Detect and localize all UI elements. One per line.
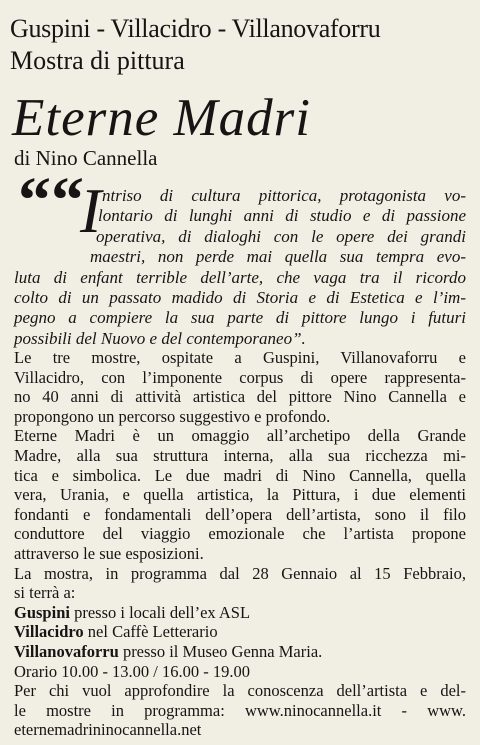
quote-line: operativa, di dialoghi con le opere dei grandi [96,226,466,246]
article-body [14,348,466,740]
opening-hours: Orario 10.00 - 13.00 / 16.00 - 19.00 [14,661,251,681]
quote-line: colto di un passato madido di Storia e di Estetica e l’im- [14,288,466,308]
venue-villanovaforru [14,642,466,662]
body-line: Per chi vuol approfondire la conoscenza dell’artista e del- [14,681,466,701]
body-line: conduttore del viaggio emozionale che l’artista propone [14,524,466,544]
quote-line: ntriso di cultura pittorica, protagonista vo- [102,186,466,205]
venue-villacidro [14,622,466,642]
body-line: attraverso le sue esposizioni. [14,543,204,563]
body-line: tica e simbolica. Le due madri di Nino Cannella, quella [14,465,466,485]
drop-cap: I [80,175,102,246]
opening-quote-mark: ““ [18,164,84,237]
article-title: Eterne Madri [12,89,312,147]
body-line: fondanti e fondamentali dell’opera dell’artista, sono il filo [14,504,466,524]
venue-detail: nel Caffè Letterario [83,622,218,642]
body-line: Le tre mostre, ospitate a Guspini, Villanovaforru e [14,348,466,367]
header-subtitle: Mostra di pittura [10,46,185,75]
body-line: no 40 anni di attività artistica del pittore Nino Cannella e [14,387,466,407]
quote-line: maestri, non perde mai quella sua tempra evo- [90,247,466,267]
body-line: propongono un percorso suggestivo e profondo. [14,406,331,426]
header-locations: Guspini - Villacidro - Villanovaforru [10,14,381,43]
byline: di Nino Cannella [14,146,158,170]
quote-line: possibili del Nuovo e del contemporaneo”. [14,328,306,348]
venue-detail: presso i locali dell’ex ASL [69,602,251,622]
quote-block [0,186,466,349]
body-line: Villacidro, con l’imponente corpus di opere rappresenta- [14,367,466,387]
venue-detail: presso il Museo Genna Maria. [118,641,323,661]
website-line: eternemadrininocannella.net [14,720,202,740]
body-line: Madre, alla sua struttura interna, alla sua ricchezza mi- [14,445,466,465]
venue-name: Villacidro [14,622,84,642]
website-line: le mostre in programma: www.ninocannella.it - www. [14,700,466,720]
body-line: si terrà a: [14,583,76,603]
quote-line: luta di enfant terrible dell’arte, che vaga tra il ricordo [14,267,466,287]
venue-name: Villanovaforru [14,641,119,661]
body-line: La mostra, in programma dal 28 Gennaio al 15 Febbraio, [14,563,466,583]
venue-name: Guspini [14,602,70,622]
venue-guspini [14,603,466,623]
quote-line: pegno a compiere la sua parte di pittore lungo i futuri [14,308,466,328]
quote-line: lontario di lunghi anni di studio e di passione [98,206,466,226]
body-line: vera, Urania, e quella artistica, la Pittura, i due elementi [14,485,466,505]
body-line: Eterne Madri è un omaggio all’archetipo della Grande [14,426,466,446]
